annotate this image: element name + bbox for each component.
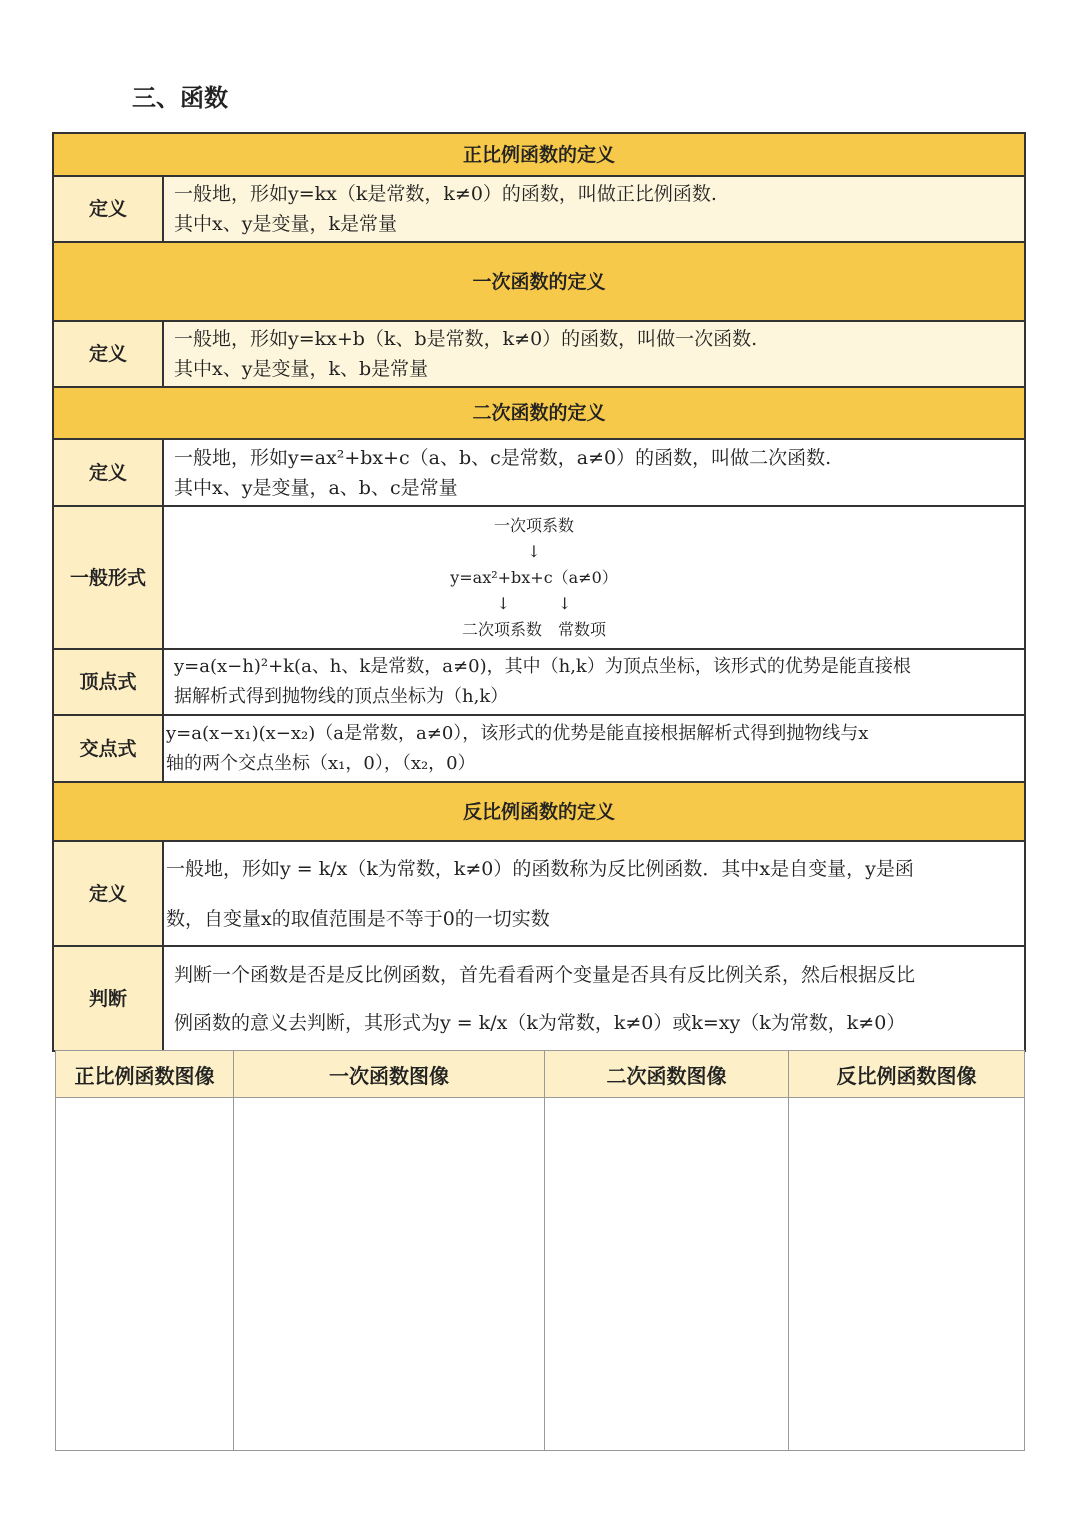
row-content (163, 649, 1025, 715)
row-content (163, 946, 1025, 1051)
graph-header: 反比例函数图像 (789, 1051, 1025, 1098)
text-line: y=a(x−h)²+k(a、h、k是常数，a≠0)，其中（h,k）为顶点坐标，该形式的优势是能直接根 (174, 656, 911, 677)
row-label: 一般形式 (53, 506, 163, 649)
arrow-down-icon: ↓ (527, 541, 541, 561)
graph-header: 正比例函数图像 (56, 1051, 234, 1098)
row-label: 判断 (53, 946, 163, 1051)
row-content (163, 841, 1025, 946)
row-label: 定义 (53, 439, 163, 506)
graph-header: 一次函数图像 (234, 1051, 545, 1098)
general-form-diagram (163, 506, 1025, 649)
row-content (163, 715, 1025, 782)
text-line: 一般地，形如y=kx+b（k、b是常数，k≠0）的函数，叫做一次函数. (174, 328, 758, 350)
row-label: 顶点式 (53, 649, 163, 715)
graph-table (55, 1050, 1025, 1451)
function-table (52, 132, 1026, 1052)
text-line: 数，自变量x的取值范围是不等于0的一切实数 (166, 907, 550, 930)
graph-cell (234, 1098, 545, 1451)
header-proportional: 正比例函数的定义 (53, 133, 1025, 176)
text-line: 例函数的意义去判断，其形式为y = k/x（k为常数，k≠0）或k=xy（k为常数，k≠0） (174, 1011, 906, 1034)
graph-header: 二次函数图像 (545, 1051, 789, 1098)
row-content (163, 439, 1025, 506)
section-title: 三、函数 (132, 84, 228, 112)
text-line: 一般地，形如y = k/x（k为常数，k≠0）的函数称为反比例函数．其中x是自变量，y是函 (166, 857, 914, 880)
text-line: 二次项系数 常数项 (461, 619, 606, 639)
header-inverse: 反比例函数的定义 (53, 782, 1025, 841)
graph-cell (789, 1098, 1025, 1451)
text-line: 一般地，形如y=ax²+bx+c（a、b、c是常数，a≠0）的函数，叫做二次函数. (174, 446, 832, 469)
row-label: 交点式 (53, 715, 163, 782)
text-line: 其中x、y是变量，k是常量 (174, 213, 397, 235)
text-line: y=ax²+bx+c（a≠0） (450, 567, 618, 587)
header-linear: 一次函数的定义 (53, 242, 1025, 321)
graph-cell (545, 1098, 789, 1451)
text-line: 其中x、y是变量，a、b、c是常量 (174, 476, 458, 499)
text-line: 一般地，形如y=kx（k是常数，k≠0）的函数，叫做正比例函数. (174, 183, 717, 205)
row-label: 定义 (53, 321, 163, 387)
row-content (163, 321, 1025, 387)
text-line: 据解析式得到抛物线的顶点坐标为（h,k） (174, 686, 509, 707)
row-label: 定义 (53, 176, 163, 242)
arrow-down-icon: ↓ ↓ (496, 593, 572, 613)
text-line: 一次项系数 (493, 515, 574, 535)
text-line: 其中x、y是变量，k、b是常量 (174, 358, 429, 380)
header-quadratic: 二次函数的定义 (53, 387, 1025, 439)
text-line: 轴的两个交点坐标（x₁，0），（x₂，0） (166, 752, 476, 774)
row-label: 定义 (53, 841, 163, 946)
row-content (163, 176, 1025, 242)
text-line: 判断一个函数是否是反比例函数，首先看看两个变量是否具有反比例关系，然后根据反比 (174, 963, 916, 986)
text-line: y=a(x−x₁)(x−x₂)（a是常数，a≠0），该形式的优势是能直接根据解析式得到抛物线与x (166, 722, 869, 744)
graph-cell (56, 1098, 234, 1451)
